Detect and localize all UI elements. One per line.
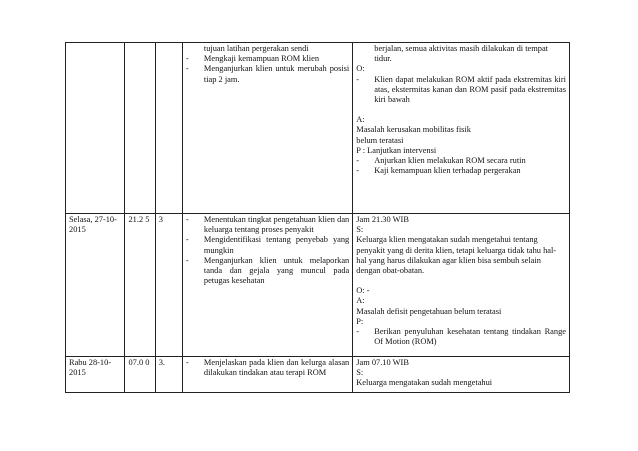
date-cell — [66, 43, 125, 214]
plan-list — [356, 156, 566, 176]
evaluation-time: Jam 07.10 WIB — [356, 358, 409, 367]
table-row — [66, 214, 570, 357]
assessment-text: Masalah kerusakan mobilitas fisik belum teratasi — [356, 125, 471, 145]
list-item: - Anjurkan klien melakukan ROM secara rutin — [356, 156, 526, 166]
nursing-implementation-table — [65, 42, 570, 393]
objective-label: O: - — [356, 286, 370, 296]
list-item: - Kaji kemampuan klien terhadap pergerakan — [356, 166, 521, 176]
plan-label: P: — [356, 316, 364, 326]
implementation-list — [186, 215, 349, 286]
time-cell — [125, 43, 155, 214]
evaluation-cell — [353, 357, 570, 393]
time-cell: 07.0 0 — [125, 357, 155, 393]
subjective-label: S: — [356, 368, 364, 378]
list-item: - Mengkaji kemampuan ROM klien — [185, 54, 320, 64]
list-item: - Klien dapat melakukan ROM aktif pada ekstremitas kiri atas, ekstermitas kanan dan ROM pasif pada ekstremitas kiri bawah — [356, 74, 566, 105]
evaluation-cell — [353, 214, 570, 357]
implementation-list — [186, 54, 349, 85]
evaluation-time: Jam 21.30 WIB — [356, 215, 409, 224]
subjective-text: Keluarga mengatakan sudah mengetahui — [356, 378, 493, 388]
implementation-continuation: tujuan latihan pergerakan sendi — [203, 44, 309, 53]
implementation-cell — [182, 214, 352, 357]
assessment-label: A: — [356, 296, 365, 306]
list-item: - Menganjurkan klien untuk merubah posisi tiap 2 jam. — [185, 64, 350, 84]
table-row — [66, 357, 570, 393]
date-cell: Selasa, 27-10-2015 — [66, 214, 125, 357]
plan-list — [356, 327, 566, 347]
list-item: - Berikan penyuluhan kesehatan tentang tindakan Range Of Motion (ROM) — [356, 327, 566, 347]
implementation-list — [186, 358, 349, 378]
plan-label: P : Lanjutkan intervensi — [356, 145, 437, 155]
list-item: - Menjelaskan pada klien dan kelurga alasan dilakukan tindakan atau terapi ROM — [185, 358, 350, 378]
table-row — [66, 43, 570, 214]
list-item: - Mengidentifikasi tentang penyebab yang mungkin — [185, 235, 350, 255]
implementation-cell — [182, 43, 352, 214]
assessment-text: Masalah defisit pengetahuan belum teratasi — [356, 306, 502, 316]
implementation-cell — [182, 357, 352, 393]
diagnosis-number-cell: 3. — [155, 357, 182, 393]
diagnosis-number-cell — [155, 43, 182, 214]
assessment-label: A: — [356, 115, 365, 125]
time-cell: 21.2 5 — [125, 214, 155, 357]
subjective-text: Keluarga klien mengatakan sudah mengetahui tentang penyakit yang di derita klien, tetapi keluarga tidak tahu hal-hal yang harus dilakukan agar klien bisa sembuh selain dengan obat-obatan. — [356, 235, 557, 276]
diagnosis-number-cell: 3 — [155, 214, 182, 357]
list-item: - Menentukan tingkat pengetahuan klien dan keluarga tentang proses penyakit — [185, 215, 350, 235]
objective-list — [356, 75, 566, 106]
evaluation-continuation: berjalan, semua aktivitas masih dilakukan di tempat tidur. — [374, 44, 548, 64]
date-cell: Rabu 28-10-2015 — [66, 357, 125, 393]
list-item: - Menganjurkan klien untuk melaporkan tanda dan gejala yang muncul pada petugas kesehatan — [185, 255, 350, 286]
evaluation-cell — [353, 43, 570, 214]
objective-label: O: — [356, 64, 365, 74]
subjective-label: S: — [356, 225, 364, 235]
